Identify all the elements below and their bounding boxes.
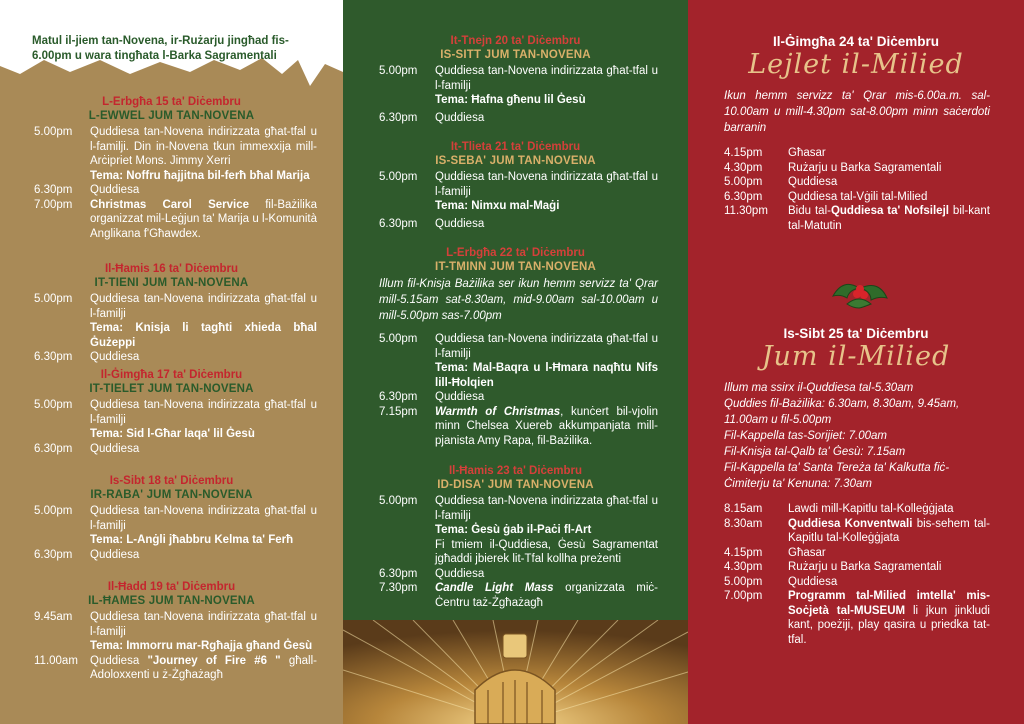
- time: 5.00pm: [34, 505, 73, 517]
- schedule-row: [34, 350, 317, 365]
- time: 5.00pm: [34, 293, 73, 305]
- time: 7.15pm: [379, 405, 418, 418]
- description: Quddiesa: [435, 111, 485, 124]
- schedule-row: [379, 405, 658, 449]
- schedule-row: [379, 111, 658, 126]
- schedule-row: [724, 175, 990, 190]
- event-name: Programm tal-Milied imtella' mis-Soċjetà tal-MUSEUM: [788, 590, 990, 617]
- novena-day-title: IS-SEBA' JUM TAN-NOVENA: [435, 155, 596, 167]
- christmas-day-block: [688, 326, 1024, 647]
- description: Quddiesa tan-Novena indirizzata għat-tfal u l-familji: [90, 611, 317, 638]
- time: 11.00am: [34, 654, 78, 667]
- novena-day-title: IS-SITT JUM TAN-NOVENA: [440, 49, 591, 61]
- description: bis-sehem tal-Kapitlu tal-Kolleġġjata: [788, 517, 991, 544]
- description: Quddiesa tan-Novena indirizzata għat-tfal u l-familji: [90, 505, 317, 532]
- event-name: Quddiesa Konventwali: [788, 517, 913, 530]
- day-block-17: [0, 368, 343, 456]
- script-title: Jum il-Milied: [761, 341, 951, 372]
- time: 4.15pm: [724, 147, 763, 159]
- time: 6.30pm: [379, 391, 418, 403]
- mass-note: Fil-Knisja tal-Qalb ta' Ġesù: 7.15am: [724, 446, 906, 458]
- event-name: Candle Light Mass: [435, 582, 554, 594]
- date-header: It-Tlieta 21 ta' Diċembru: [450, 141, 581, 153]
- description: Quddiesa: [90, 442, 140, 455]
- schedule-row: [34, 183, 317, 198]
- confession-note: Ikun hemm servizz ta' Qrar mis-6.00a.m. sal-10.00am u mill-4.30pm sat-8.00pm minn saċerdoti barranin: [724, 90, 990, 134]
- day-block-23: [343, 464, 688, 610]
- description: Quddiesa tan-Novena indirizzata għat-tfal u l-familji: [90, 399, 317, 426]
- description: Quddiesa: [435, 391, 485, 403]
- mass-note: Illum ma ssirx il-Quddiesa tal-5.30am: [724, 382, 914, 394]
- schedule-row: [34, 292, 317, 350]
- novena-intro-text: Matul il-jiem tan-Novena, ir-Rużarju jingħad fis-6.00pm u wara tingħata l-Barka Sagramentali: [32, 35, 289, 62]
- confession-note: Illum fil-Knisja Bażilika ser ikun hemm servizz ta' Qrar mill-5.15am sat-8.30am, mid-9.00am sal-10.00am u mill-5.00pm sas-7.00pm: [379, 278, 658, 322]
- monstrance-image: [343, 620, 688, 724]
- event-name: "Journey of Fire #6 ": [147, 654, 281, 667]
- description: Għasar: [788, 546, 826, 559]
- schedule-row: [379, 332, 658, 390]
- schedule-row: [724, 204, 990, 233]
- description: Quddiesa: [435, 567, 485, 580]
- time: 6.30pm: [379, 111, 418, 124]
- time: 5.00pm: [724, 575, 763, 588]
- day-block-16: [0, 262, 343, 365]
- theme: Tema: Noffru ħajjitna bil-ferħ bħal Marija: [90, 169, 310, 182]
- time: 4.15pm: [724, 546, 763, 559]
- schedule-row: [724, 161, 990, 176]
- schedule-row: [379, 217, 658, 232]
- schedule-row: [724, 589, 990, 647]
- description: Quddiesa tan-Novena indirizzata għat-tfal u l-familji. Din in-Novena tkun immexxija mill-Arċipriet Mons. Jimmy Xerri: [90, 126, 317, 167]
- description: Quddiesa tan-Novena indirizzata għat-tfal u l-familji: [435, 333, 658, 360]
- time: 6.30pm: [34, 548, 73, 561]
- time: 6.30pm: [724, 190, 763, 203]
- description: Quddiesa: [90, 184, 140, 196]
- schedule-row: [34, 442, 317, 457]
- schedule-row: [379, 494, 658, 567]
- mass-note: Fil-Kappella ta' Santa Tereża ta' Kalkutta fiċ-Ċimiterju ta' Kenuna: 7.30am: [724, 462, 950, 490]
- schedule-row: [34, 398, 317, 442]
- theme: Tema: Sid l-Għar laqa' lil Ġesù: [90, 428, 255, 440]
- script-title: Lejlet il-Milied: [748, 49, 964, 80]
- schedule-row: [34, 654, 317, 683]
- theme: Tema: Ħafna għenu lil Ġesù: [435, 94, 586, 106]
- day-block-15: [0, 95, 343, 241]
- time: 11.30pm: [724, 205, 768, 217]
- time: 5.00pm: [34, 399, 73, 411]
- date-header: It-Tnejn 20 ta' Diċembru: [450, 35, 581, 47]
- theme: Tema: Mal-Baqra u l-Ħmara naqħtu Nifs lill-Ħolqien: [435, 362, 658, 389]
- schedule-row: [379, 64, 658, 108]
- column-christmas: [688, 0, 1024, 724]
- schedule-row: [379, 567, 658, 582]
- time: 5.00pm: [379, 65, 418, 77]
- description: Quddiesa tal-Vġili tal-Milied: [788, 190, 928, 203]
- schedule-row: [724, 190, 990, 205]
- theme: Tema: Immorru mar-Rgħajja għand Ġesù: [90, 640, 313, 652]
- description: Għasar: [788, 147, 826, 159]
- time: 8.30am: [724, 517, 763, 530]
- schedule-row: [34, 125, 317, 183]
- description: , kunċert bil-vjolin minn Chelsea Xuereb akkumpanjata mill-pjanista Amy Rapa, fil-Bażilika.: [435, 405, 658, 447]
- day-block-18: [0, 474, 343, 562]
- event-name: Quddiesa ta' Nofsilejl: [830, 205, 949, 217]
- schedule-row: [724, 517, 990, 546]
- theme: Tema: Knisja li tagħti xhieda bħal Ġużeppi: [90, 322, 317, 349]
- description: Rużarju u Barka Sagramentali: [788, 161, 942, 174]
- description: Quddiesa: [788, 575, 838, 588]
- time: 4.30pm: [724, 561, 763, 573]
- description: Quddiesa tan-Novena indirizzata għat-tfal u l-familji: [435, 171, 658, 198]
- day-block-19: [0, 580, 343, 683]
- novena-day-title: IT-TIELET JUM TAN-NOVENA: [89, 383, 254, 395]
- description: Quddiesa: [435, 217, 485, 230]
- description: Bidu tal-: [788, 205, 831, 217]
- time: 5.00pm: [379, 171, 418, 183]
- time: 8.15am: [724, 503, 763, 515]
- day-block-22: [343, 246, 688, 448]
- novena-day-title: IT-TIENI JUM TAN-NOVENA: [94, 277, 249, 289]
- schedule-row: [34, 610, 317, 654]
- date-header: Il-Ġimgħa 17 ta' Diċembru: [100, 369, 243, 381]
- time: 5.00pm: [34, 126, 73, 138]
- day-block-20: [343, 34, 688, 125]
- date-header: Il-Ġimgħa 24 ta' Diċembru: [772, 34, 939, 49]
- schedule-row: [724, 560, 990, 575]
- date-header: Is-Sibt 18 ta' Diċembru: [109, 475, 234, 487]
- time: 6.30pm: [34, 351, 73, 363]
- schedule-row: [379, 390, 658, 405]
- event-name: Warmth of Christmas: [435, 405, 561, 418]
- schedule-row: [724, 575, 990, 590]
- schedule-row: [379, 581, 658, 610]
- christmas-eve-block: [688, 34, 1024, 233]
- description: Rużarju u Barka Sagramentali: [788, 561, 942, 573]
- date-header: L-Erbgħa 22 ta' Diċembru: [446, 247, 585, 259]
- schedule-row: [34, 504, 317, 548]
- day-block-21: [343, 140, 688, 231]
- theme: Tema: Ġesù ġab il-Paċi fl-Art: [435, 524, 592, 536]
- description: Quddiesa: [90, 548, 140, 561]
- column-novena-1: [0, 0, 343, 724]
- time: 6.30pm: [379, 567, 418, 580]
- time: 7.30pm: [379, 582, 418, 594]
- novena-day-title: ID-DISA' JUM TAN-NOVENA: [437, 479, 594, 491]
- mass-note: Fil-Kappella tas-Sorijiet: 7.00am: [724, 430, 887, 442]
- schedule-row: [379, 170, 658, 214]
- time: 4.30pm: [724, 161, 763, 174]
- description: Quddiesa: [90, 654, 148, 667]
- description: li jkun jinkludi kant, poeżiji, play qasira u priedka tat-tfal.: [788, 604, 990, 646]
- date-header: L-Erbgħa 15 ta' Diċembru: [102, 96, 241, 108]
- time: 6.30pm: [34, 442, 73, 455]
- description: fil-Bażilika organizzat mil-Leġjun ta' Marija u l-Komunità Anglikana f'Għawdex.: [90, 198, 317, 240]
- mass-note: Quddies fil-Bażilika: 6.30am, 8.30am, 9.45am, 11.00am u fil-5.00pm: [724, 398, 960, 426]
- time: 9.45am: [34, 611, 73, 623]
- description: Quddiesa tan-Novena indirizzata għat-tfal u l-familji: [90, 293, 317, 320]
- event-name: Christmas Carol Service: [90, 198, 250, 211]
- description: Quddiesa: [90, 351, 140, 363]
- description: organizzata miċ-Ċentru taż-Żgħażagħ: [435, 582, 658, 609]
- description-tail: għall-Adoloxxenti u ż-Żgħażagħ: [90, 654, 317, 681]
- time: 5.00pm: [379, 495, 418, 507]
- time: 7.00pm: [34, 198, 73, 211]
- time: 5.00pm: [724, 176, 763, 188]
- column-novena-2: [343, 0, 688, 724]
- novena-day-title: IT-TMINN JUM TAN-NOVENA: [435, 261, 596, 273]
- schedule-row: [724, 146, 990, 161]
- date-header: Is-Sibt 25 ta' Diċembru: [783, 326, 929, 341]
- time: 7.00pm: [724, 590, 763, 602]
- date-header: Il-Ħamis 16 ta' Diċembru: [104, 263, 239, 275]
- novena-day-title: IL-ĦAMES JUM TAN-NOVENA: [88, 595, 255, 607]
- schedule-row: [34, 548, 317, 563]
- description: Quddiesa: [788, 176, 838, 188]
- schedule-row: [34, 198, 317, 242]
- description-tail: bil-kant tal-Matutin: [788, 205, 990, 232]
- description: Quddiesa tan-Novena indirizzata għat-tfal u l-familji: [435, 65, 658, 92]
- schedule-row: [724, 502, 990, 517]
- schedule-row: [724, 546, 990, 561]
- date-header: Il-Ħadd 19 ta' Diċembru: [107, 581, 236, 593]
- holly-icon: [825, 274, 895, 310]
- description: Quddiesa tan-Novena indirizzata għat-tfal u l-familji: [435, 495, 658, 522]
- novena-day-title: IR-RABA' JUM TAN-NOVENA: [90, 489, 253, 501]
- description: Lawdi mill-Kapitlu tal-Kolleġġjata: [788, 503, 954, 515]
- theme: Tema: Nimxu mal-Maġi: [435, 200, 560, 212]
- extra-note: Fi tmiem il-Quddiesa, Ġesù Sagramentat jgħaddi jbierek lit-Tfal kollha preżenti: [435, 538, 658, 565]
- time: 6.30pm: [34, 184, 73, 196]
- novena-day-title: L-EWWEL JUM TAN-NOVENA: [88, 110, 255, 122]
- date-header: Il-Ħamis 23 ta' Diċembru: [448, 465, 583, 477]
- theme: Tema: L-Anġli jħabbru Kelma ta' Ferħ: [90, 534, 294, 546]
- time: 5.00pm: [379, 333, 418, 345]
- time: 6.30pm: [379, 217, 418, 230]
